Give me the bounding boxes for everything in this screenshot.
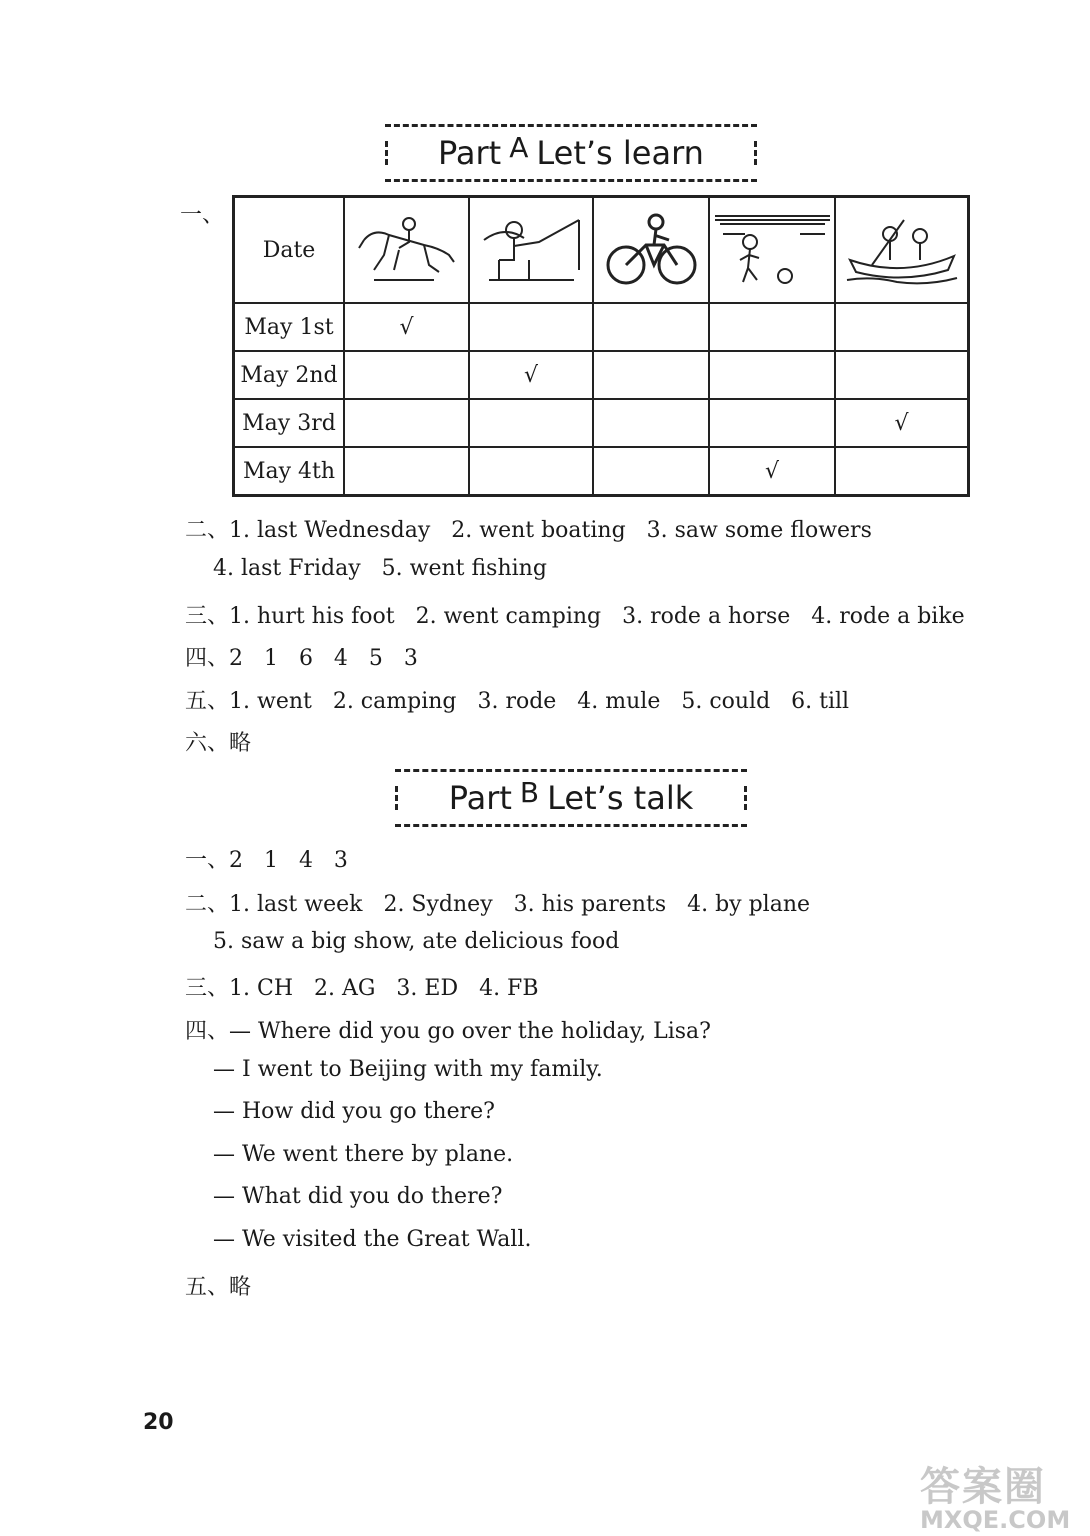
activity-table — [232, 195, 970, 497]
football-icon — [709, 197, 835, 304]
answer-line: 五、略 — [185, 1275, 252, 1300]
date-cell: May 2nd — [234, 351, 345, 399]
check-mark: √ — [344, 303, 469, 351]
date-cell: May 3rd — [234, 399, 345, 447]
part-b-banner — [395, 769, 747, 827]
check-mark: √ — [469, 351, 593, 399]
answer-line: 二、1. last week 2. Sydney 3. his parents 4. by plane — [185, 892, 811, 917]
answer-line: 三、1. hurt his foot 2. went camping 3. rode a horse 4. rode a bike — [185, 604, 965, 629]
answer-line: — I went to Beijing with my family. — [185, 1057, 603, 1082]
table-row — [234, 447, 969, 496]
watermark-logo — [920, 1455, 1070, 1534]
banner-part-word: Part — [438, 134, 502, 172]
check-mark: √ — [835, 399, 969, 447]
part-a-banner — [385, 124, 757, 182]
cycling-icon — [593, 197, 709, 304]
answer-line: 二、1. last Wednesday 2. went boating 3. saw some flowers — [185, 518, 872, 543]
answer-line: — How did you go there? — [185, 1099, 495, 1124]
answer-line: 一、2 1 4 3 — [185, 848, 348, 873]
watermark-text: 答案圈 — [920, 1464, 1046, 1510]
watermark-url: MXQE.COM — [920, 1506, 1071, 1534]
table-row — [234, 399, 969, 447]
boating-icon — [835, 197, 969, 304]
banner-part-word: Part — [448, 779, 512, 817]
table-row — [234, 303, 969, 351]
answer-line: 六、略 — [185, 731, 252, 756]
answer-line: 五、1. went 2. camping 3. rode 4. mule 5. could 6. till — [185, 689, 850, 714]
table-row — [234, 351, 969, 399]
answer-line: — We went there by plane. — [185, 1142, 514, 1167]
date-cell: May 1st — [234, 303, 345, 351]
section-marker: 一、 — [180, 203, 225, 228]
answer-line: 5. saw a big show, ate delicious food — [185, 929, 620, 954]
banner-letter: A — [509, 130, 529, 164]
answer-line: 4. last Friday 5. went fishing — [185, 556, 547, 581]
date-header: Date — [234, 197, 345, 304]
answer-line: — We visited the Great Wall. — [185, 1227, 532, 1252]
banner-title: Let’s talk — [547, 779, 694, 817]
answer-line: 三、1. CH 2. AG 3. ED 4. FB — [185, 976, 539, 1001]
answer-line: — What did you do there? — [185, 1184, 503, 1209]
horse-riding-icon — [344, 197, 469, 304]
banner-title: Let’s learn — [536, 134, 704, 172]
banner-letter: B — [519, 775, 540, 809]
fishing-icon — [469, 197, 593, 304]
check-mark: √ — [709, 447, 835, 496]
date-cell: May 4th — [234, 447, 345, 496]
answer-line: 四、— Where did you go over the holiday, Lisa? — [185, 1019, 711, 1044]
answer-line: 四、2 1 6 4 5 3 — [185, 646, 418, 671]
page-number: 20 — [143, 1410, 174, 1435]
